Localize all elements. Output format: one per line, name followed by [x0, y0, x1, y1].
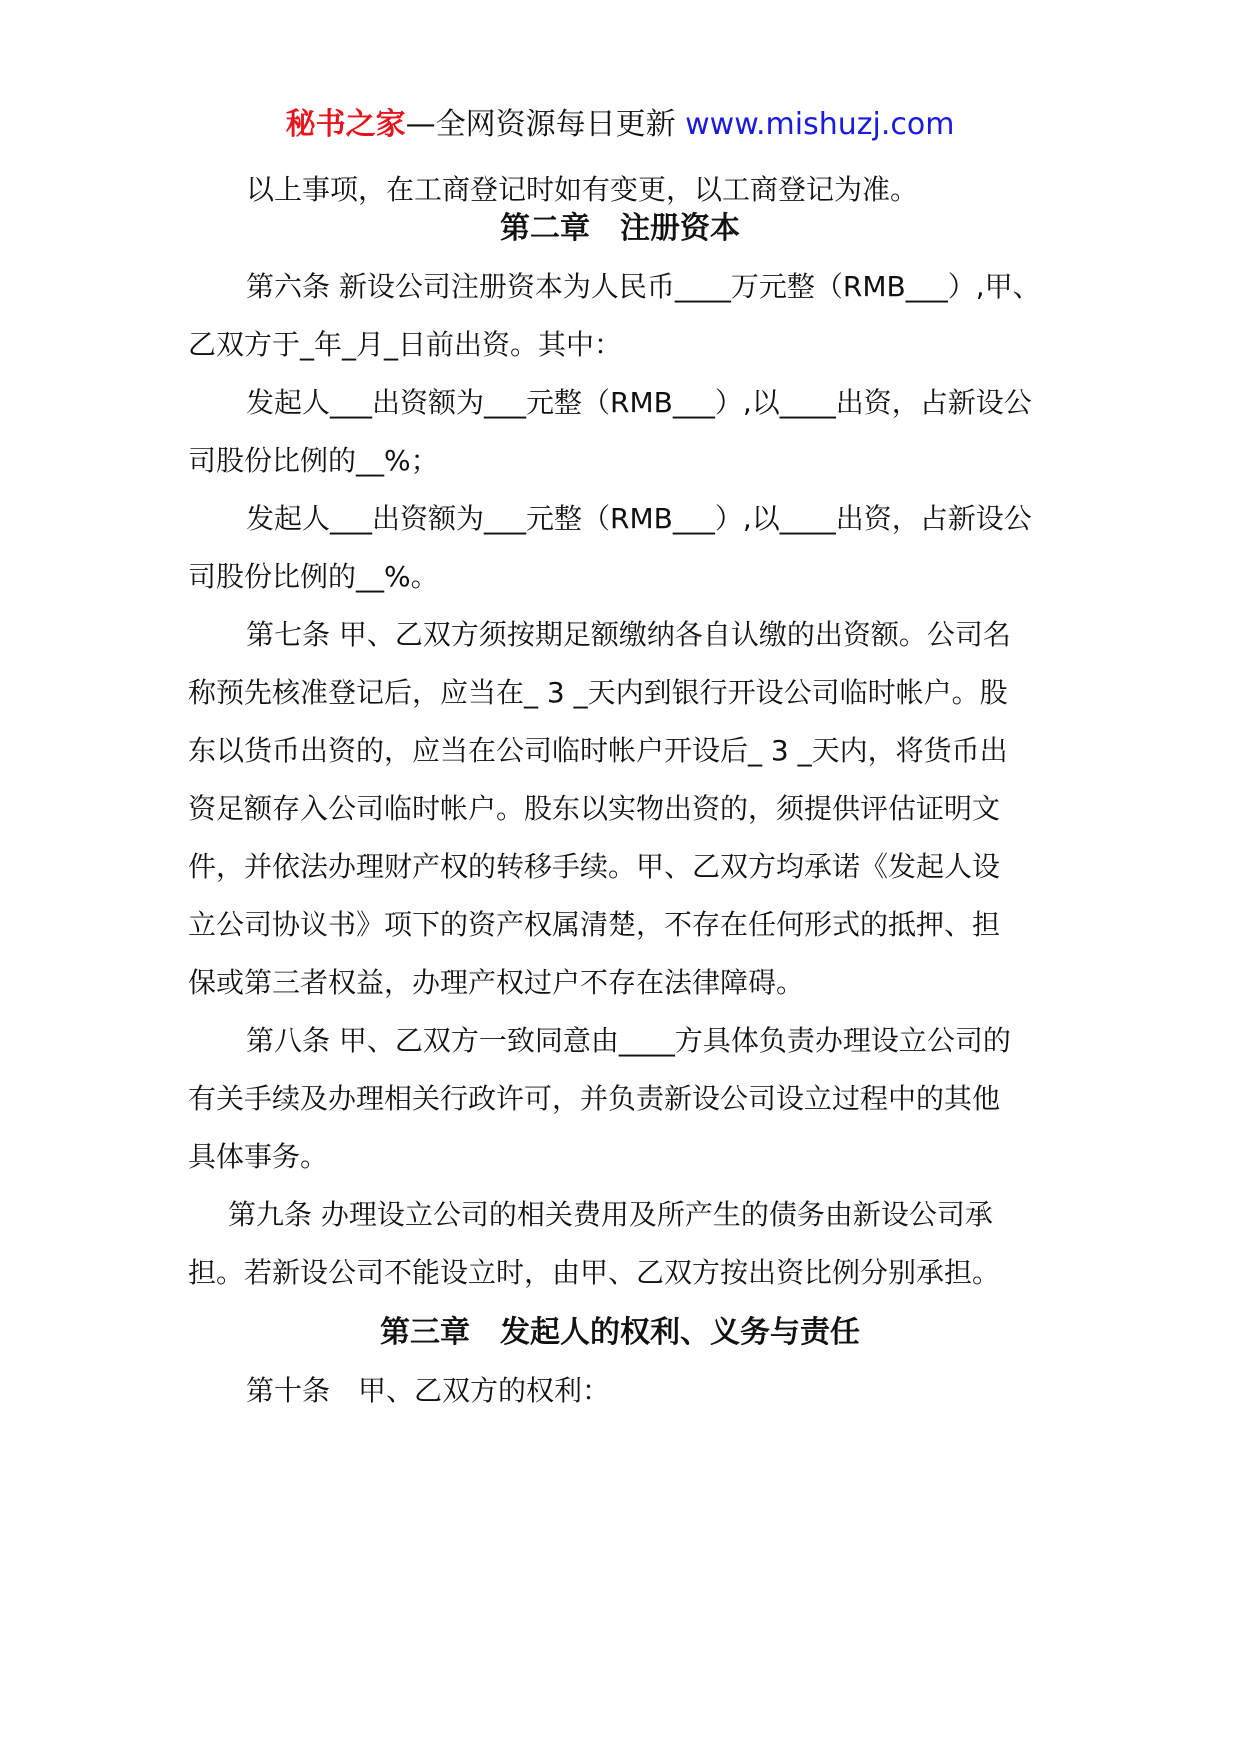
paragraph-line: 东以货币出资的，应当在公司临时帐户开设后_ 3 _天内，将货币出: [188, 734, 1008, 767]
article-6-line: 第六条 新设公司注册资本为人民币____万元整（RMB___）,甲、: [246, 270, 1041, 303]
paragraph-line: 立公司协议书》项下的资产权属清楚，不存在任何形式的抵押、担: [188, 908, 1001, 941]
paragraph-line: 以上事项，在工商登记时如有变更，以工商登记为准。: [246, 173, 919, 206]
paragraph-line: 乙双方于_年_月_日前出资。其中：: [188, 328, 623, 361]
sponsor-line: 发起人___出资额为___元整（RMB___）,以____出资，占新设公: [246, 386, 1032, 419]
paragraph-line: 担。若新设公司不能设立时，由甲、乙双方按出资比例分别承担。: [188, 1256, 1001, 1289]
paragraph-line: 资足额存入公司临时帐户。股东以实物出资的，须提供评估证明文: [188, 792, 1001, 825]
paragraph-line: 件，并依法办理财产权的转移手续。甲、乙双方均承诺《发起人设: [188, 850, 1001, 883]
article-9-line: 第九条 办理设立公司的相关费用及所产生的债务由新设公司承: [228, 1198, 993, 1231]
article-7-line: 第七条 甲、乙双方须按期足额缴纳各自认缴的出资额。公司名: [246, 618, 1011, 651]
paragraph-line: 有关手续及办理相关行政许可，并负责新设公司设立过程中的其他: [188, 1082, 1001, 1115]
chapter-heading: 第二章 注册资本: [500, 211, 740, 246]
watermark-header: [0, 103, 1240, 147]
brand-name: 秘书之家: [285, 107, 406, 142]
site-link[interactable]: www.mishuzj.com: [685, 107, 955, 142]
paragraph-line: 司股份比例的__%；: [188, 444, 439, 477]
chapter-heading: 第三章 发起人的权利、义务与责任: [380, 1315, 860, 1350]
paragraph-line: 具体事务。: [188, 1140, 329, 1173]
paragraph-line: 保或第三者权益，办理产权过户不存在法律障碍。: [188, 966, 805, 999]
article-10-line: 第十条 甲、乙双方的权利：: [246, 1374, 611, 1407]
sponsor-line: 发起人___出资额为___元整（RMB___）,以____出资，占新设公: [246, 502, 1032, 535]
header-tagline: —全网资源每日更新: [405, 107, 686, 142]
paragraph-line: 司股份比例的__%。: [188, 560, 439, 593]
article-8-line: 第八条 甲、乙双方一致同意由____方具体负责办理设立公司的: [246, 1024, 1011, 1057]
paragraph-line: 称预先核准登记后，应当在_ 3 _天内到银行开设公司临时帐户。股: [188, 676, 1008, 709]
